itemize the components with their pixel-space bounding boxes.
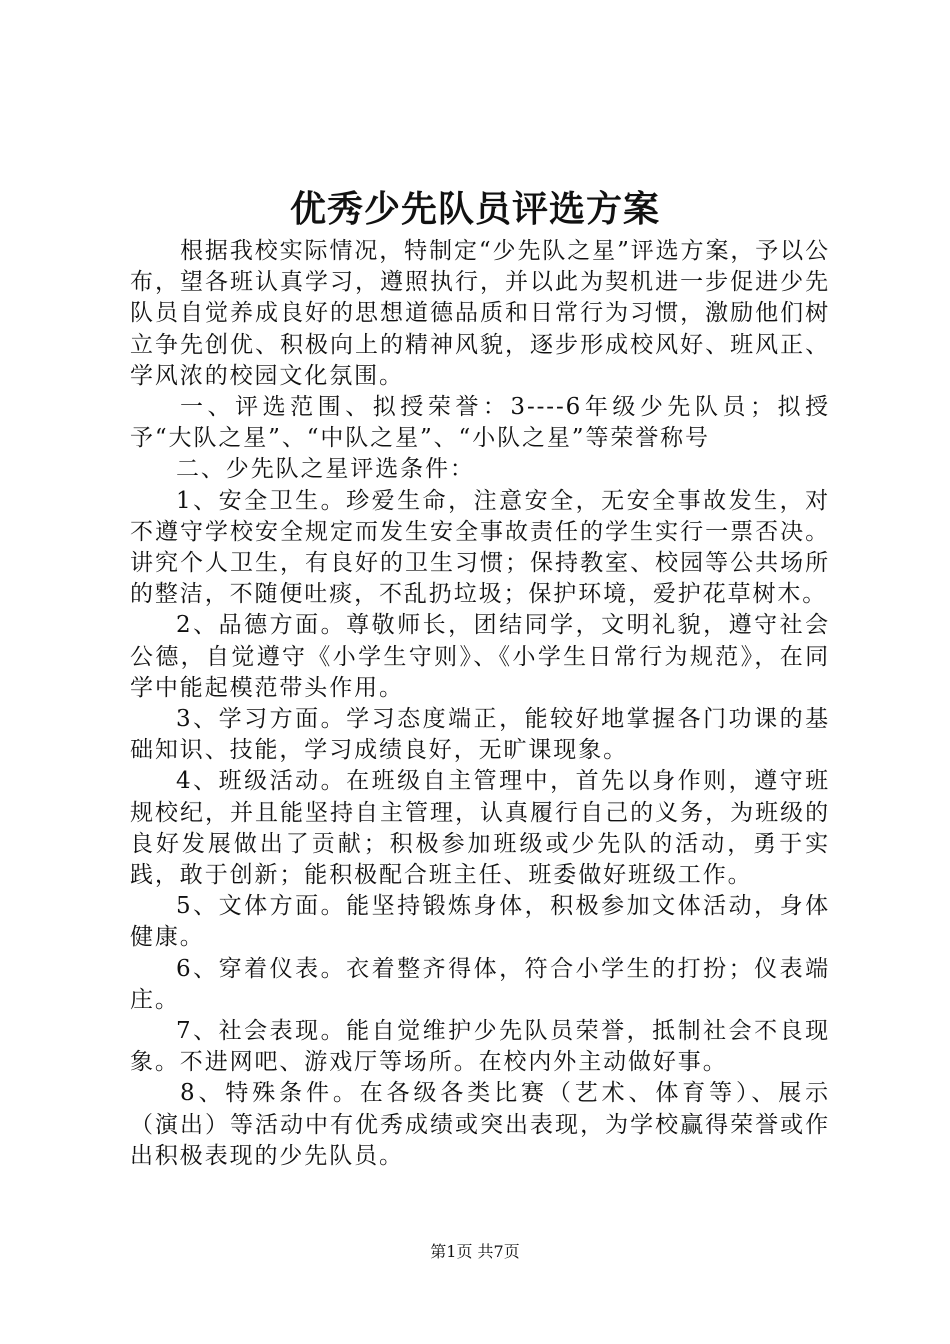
criteria-item-safety: 1、安全卫生。珍爱生命，注意安全，无安全事故发生，对不遵守学校安全规定而发生安全事故责任的学生实行一票否决。讲究个人卫生，有良好的卫生习惯；保持教室、校园等公共场所的整洁，不随便吐痰，不乱扔垃圾；保护环境，爱护花草树木。 (130, 487, 830, 608)
section-criteria-heading: 二、少先队之星评选条件： (176, 456, 475, 483)
criteria-item-appearance: 6、穿着仪表。衣着整齐得体，符合小学生的打扮；仪表端庄。 (130, 955, 830, 1013)
criteria-item-study: 3、学习方面。学习态度端正，能较好地掌握各门功课的基础知识、技能，学习成绩良好，无旷课现象。 (130, 706, 830, 764)
page-footer: 第1页 共7页 (430, 1242, 520, 1261)
criteria-item-special: 8、特殊条件。在各级各类比赛（艺术、体育等）、展示（演出）等活动中有优秀成绩或突出表现，为学校赢得荣誉或作出积极表现的少先队员。 (130, 1080, 830, 1169)
document-title: 优秀少先队员评选方案 (289, 188, 660, 230)
criteria-item-sports: 5、文体方面。能坚持锻炼身体，积极参加文体活动，身体健康。 (130, 893, 830, 951)
document-body (130, 236, 830, 1172)
criteria-item-social: 7、社会表现。能自觉维护少先队员荣誉，抵制社会不良现象。不进网吧、游戏厅等场所。在校内外主动做好事。 (130, 1018, 830, 1076)
intro-paragraph: 根据我校实际情况，特制定“少先队之星”评选方案，予以公布，望各班认真学习，遵照执行，并以此为契机进一步促进少先队员自觉养成良好的思想道德品质和日常行为习惯，激励他们树立争先创优、积极向上的精神风貌，逐步形成校风好、班风正、学风浓的校园文化氛围。 (130, 238, 830, 389)
section-scope-paragraph: 一、评选范围、拟授荣誉：3----6年级少先队员；拟授予“大队之星”、“中队之星”、“小队之星”等荣誉称号 (130, 394, 830, 452)
criteria-item-class-activity: 4、班级活动。在班级自主管理中，首先以身作则，遵守班规校纪，并且能坚持自主管理，认真履行自己的义务，为班级的良好发展做出了贡献；积极参加班级或少先队的活动，勇于实践，敢于创新；能积极配合班主任、班委做好班级工作。 (130, 768, 830, 889)
criteria-item-morality: 2、品德方面。尊敬师长，团结同学，文明礼貌，遵守社会公德，自觉遵守《小学生守则》、《小学生日常行为规范》，在同学中能起模范带头作用。 (130, 612, 830, 701)
